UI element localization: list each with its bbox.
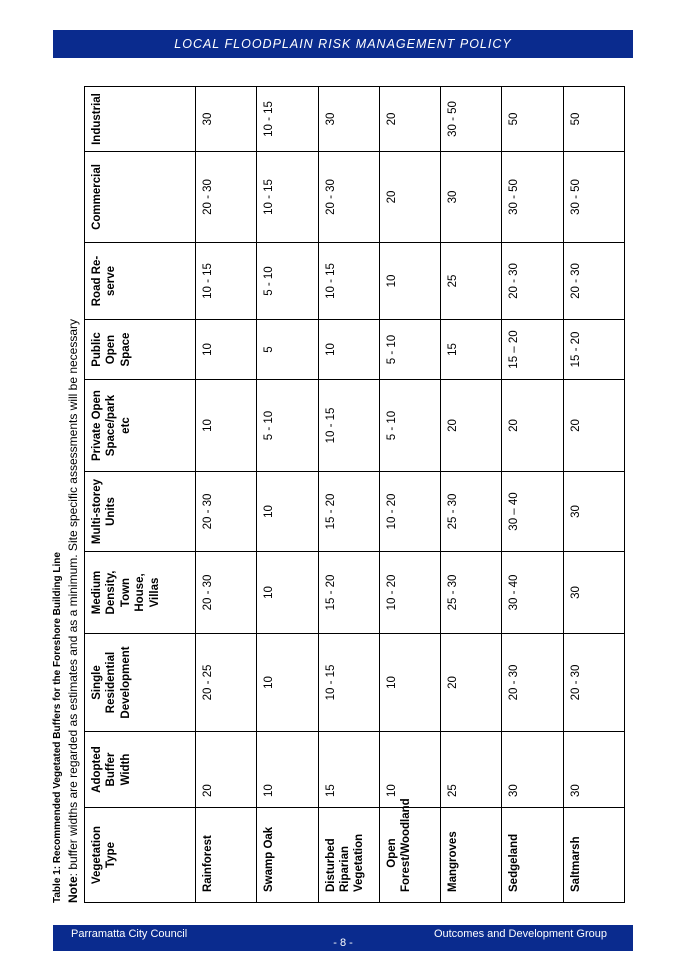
cell-road-reserve: 25 [441,243,502,320]
col-header-private-open-space: Private Open Space/park etc [85,380,196,472]
cell-medium-density: 30 [563,552,624,634]
cell-commercial: 30 - 50 [502,152,563,243]
table-row [379,87,440,903]
footer-council: Parramatta City Council [71,928,188,940]
table-note [66,319,80,903]
col-header-adopted-buffer: Adopted Buffer Width [85,732,196,808]
cell-commercial: 30 [441,152,502,243]
cell-public-open-space: 15 – 20 [502,320,563,380]
cell-medium-density: 15 - 20 [318,552,379,634]
cell-medium-density: 25 - 30 [441,552,502,634]
cell-adopted-buffer: 10 [379,732,440,808]
cell-industrial: 50 [502,87,563,152]
page-header [53,30,633,58]
header-title: LOCAL FLOODPLAIN RISK MANAGEMENT POLICY [174,37,512,51]
table-row [441,87,502,903]
page-number: - 8 - [333,937,353,949]
col-header-vegetation-type: Vegetation Type [85,808,196,903]
cell-private-open-space: 10 [196,380,257,472]
row-vegetation-type: Rainforest [196,808,257,903]
cell-road-reserve: 10 - 15 [318,243,379,320]
table-header-row [85,87,196,903]
cell-road-reserve: 20 - 30 [502,243,563,320]
cell-medium-density: 10 - 20 [379,552,440,634]
cell-commercial: 20 - 30 [196,152,257,243]
cell-public-open-space: 5 - 10 [379,320,440,380]
cell-single-residential: 20 - 30 [563,634,624,732]
cell-adopted-buffer: 20 [196,732,257,808]
col-header-single-residential: Single Residential Development [85,634,196,732]
col-header-road-reserve: Road Re-serve [85,243,196,320]
row-vegetation-type: Disturbed Riparian Vegetation [318,808,379,903]
buffer-table [84,86,625,903]
cell-single-residential: 10 [379,634,440,732]
cell-private-open-space: 20 [441,380,502,472]
row-vegetation-type: Open Forest/Woodland [379,808,440,903]
cell-public-open-space: 15 - 20 [563,320,624,380]
cell-single-residential: 10 - 15 [318,634,379,732]
cell-multi-storey: 10 [257,472,318,552]
rotated-content [50,87,625,903]
cell-private-open-space: 5 - 10 [257,380,318,472]
table-caption: Table 1: Recommended Vegetated Buffers for the Foreshore Building Line [52,552,63,903]
col-header-multi-storey: Multi-storey Units [85,472,196,552]
cell-adopted-buffer: 25 [441,732,502,808]
cell-private-open-space: 10 - 15 [318,380,379,472]
cell-single-residential: 20 [441,634,502,732]
cell-medium-density: 20 - 30 [196,552,257,634]
col-header-public-open-space: Public Open Space [85,320,196,380]
cell-road-reserve: 10 - 15 [196,243,257,320]
cell-commercial: 20 - 30 [318,152,379,243]
cell-single-residential: 20 - 30 [502,634,563,732]
row-vegetation-type: Swamp Oak [257,808,318,903]
cell-multi-storey: 20 - 30 [196,472,257,552]
table-row [502,87,563,903]
col-header-commercial: Commercial [85,152,196,243]
cell-multi-storey: 25 - 30 [441,472,502,552]
cell-multi-storey: 30 [563,472,624,552]
cell-multi-storey: 15 - 20 [318,472,379,552]
cell-public-open-space: 10 [318,320,379,380]
cell-private-open-space: 20 [563,380,624,472]
cell-road-reserve: 10 [379,243,440,320]
cell-industrial: 50 [563,87,624,152]
cell-industrial: 30 [318,87,379,152]
table-row [196,87,257,903]
cell-industrial: 20 [379,87,440,152]
cell-public-open-space: 15 [441,320,502,380]
cell-industrial: 30 [196,87,257,152]
cell-multi-storey: 10 - 20 [379,472,440,552]
cell-single-residential: 10 [257,634,318,732]
cell-commercial: 20 [379,152,440,243]
cell-medium-density: 10 [257,552,318,634]
cell-multi-storey: 30 – 40 [502,472,563,552]
row-vegetation-type: Mangroves [441,808,502,903]
cell-adopted-buffer: 30 [563,732,624,808]
cell-adopted-buffer: 10 [257,732,318,808]
row-vegetation-type: Saltmarsh [563,808,624,903]
footer-group: Outcomes and Development Group [433,928,607,940]
cell-public-open-space: 10 [196,320,257,380]
note-label: Note [66,876,80,903]
table-row [563,87,624,903]
cell-commercial: 10 - 15 [257,152,318,243]
cell-private-open-space: 5 - 10 [379,380,440,472]
cell-public-open-space: 5 [257,320,318,380]
row-vegetation-type: Sedgeland [502,808,563,903]
note-text: : buffer widths are regarded as estimates and as a minimum. Site specific assessments will be necessary [66,318,80,877]
cell-road-reserve: 5 - 10 [257,243,318,320]
page-footer [53,925,633,951]
table-row [318,87,379,903]
table-row [257,87,318,903]
col-header-industrial: Industrial [85,87,196,152]
cell-adopted-buffer: 15 [318,732,379,808]
cell-commercial: 30 - 50 [563,152,624,243]
cell-single-residential: 20 - 25 [196,634,257,732]
cell-adopted-buffer: 30 [502,732,563,808]
col-header-medium-density: Medium Density, Town House, Villas [85,552,196,634]
cell-industrial: 30 - 50 [441,87,502,152]
cell-private-open-space: 20 [502,380,563,472]
cell-medium-density: 30 - 40 [502,552,563,634]
cell-road-reserve: 20 - 30 [563,243,624,320]
cell-industrial: 10 - 15 [257,87,318,152]
